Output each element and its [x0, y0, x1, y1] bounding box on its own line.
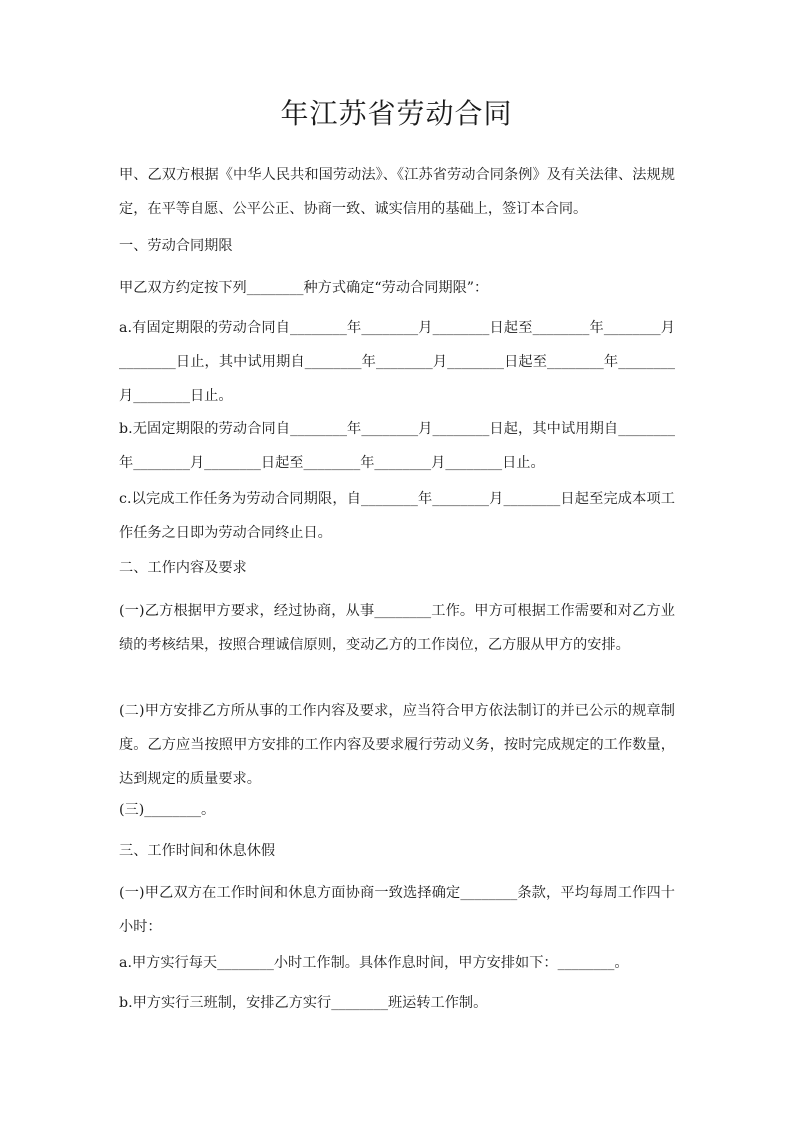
hours-item-b: b.甲方实行三班制，安排乙方实行________班运转工作制。 [119, 995, 488, 1011]
section-heading-term: 一、劳动合同期限 [119, 238, 233, 254]
contract-title: 年江苏省劳动合同 [280, 97, 513, 130]
section-heading-hours: 三、工作时间和休息休假 [119, 843, 276, 859]
work-paragraph-1: (一)乙方根据甲方要求，经过协商，从事________工作。甲方可根据工作需要和对乙方业绩的考核结果，按照合理诚信原则，变动乙方的工作岗位，乙方服从甲方的安排。 [119, 603, 675, 653]
work-paragraph-3: (三)________。 [119, 802, 216, 818]
hours-paragraph-1: (一)甲乙双方在工作时间和休息方面协商一致选择确定________条款，平均每周工作四十小时： [119, 885, 675, 935]
intro-paragraph: 甲、乙双方根据《中华人民共和国劳动法》、《江苏省劳动合同条例》及有关法律、法规规定，在平等自愿、公平公正、协商一致、诚实信用的基础上，签订本合同。 [119, 167, 675, 217]
hours-item-a: a.甲方实行每天________小时工作制。具体作息时间，甲方安排如下：________。 [119, 955, 629, 971]
term-item-b: b.无固定期限的劳动合同自________年________月________日起，其中试用期自________年________月________日起至________年________月________日止。 [119, 421, 675, 471]
term-item-c: c.以完成工作任务为劳动合同期限，自________年________月________日起至完成本项工作任务之日即为劳动合同终止日。 [119, 491, 675, 541]
work-paragraph-2: (二)甲方安排乙方所从事的工作内容及要求，应当符合甲方依法制订的并已公示的规章制度。乙方应当按照甲方安排的工作内容及要求履行劳动义务，按时完成规定的工作数量，达到规定的质量要求。 [119, 703, 675, 787]
term-method-line: 甲乙双方约定按下列________种方式确定“劳动合同期限”： [119, 280, 489, 296]
term-item-a: a.有固定期限的劳动合同自________年________月________日起至________年________月________日止，其中试用期自________年________月________日起至________年________月________日止。 [119, 320, 675, 404]
section-heading-work: 二、工作内容及要求 [119, 560, 247, 576]
